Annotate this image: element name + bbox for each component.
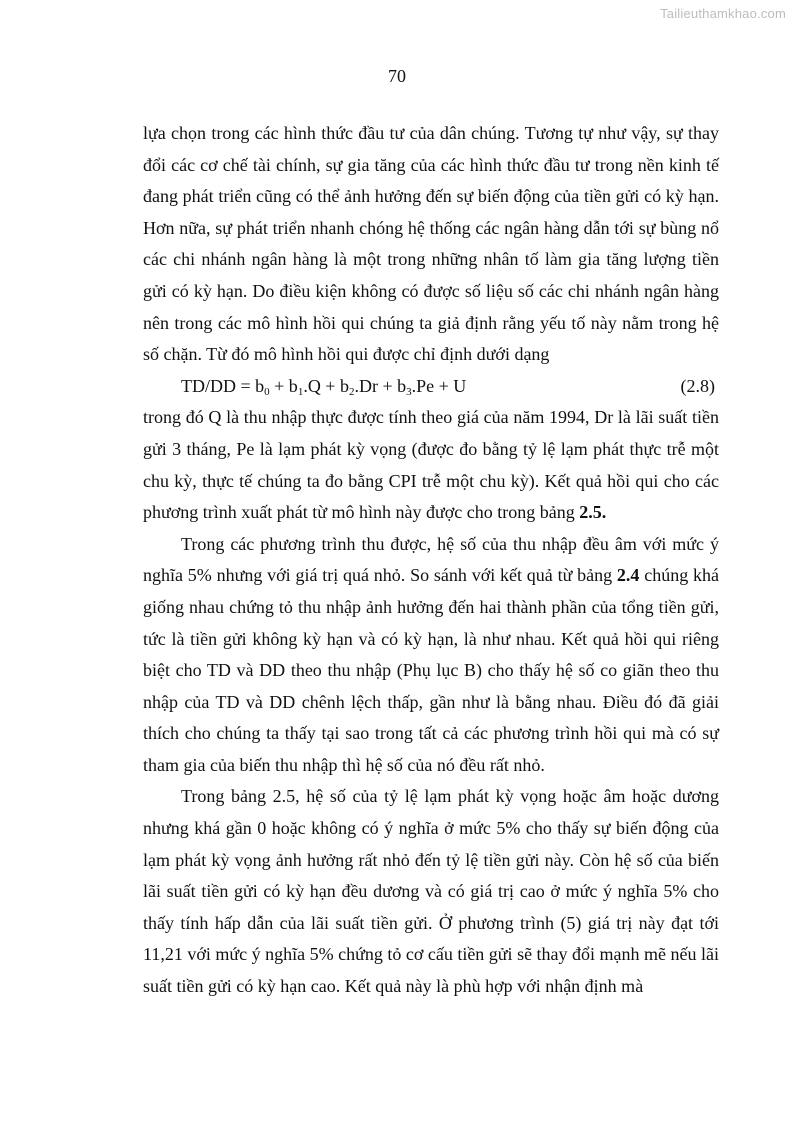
page-number: 70 bbox=[388, 66, 406, 86]
paragraph-3: Trong các phương trình thu được, hệ số của thu nhập đều âm với mức ý nghĩa 5% nhưng với giá trị quá nhỏ. So sánh với kết quả từ bảng 2.4 chúng khá giống nhau chứng tỏ thu nhập ảnh hưởng đến hai thành phần của tổng tiền gửi, tức là tiền gửi không kỳ hạn và có kỳ hạn, là như nhau. Kết quả hồi qui riêng biệt cho TD và DD theo thu nhập (Phụ lục B) cho thấy hệ số co giãn theo thu nhập của TD và DD chênh lệch thấp, gần như là bằng nhau. Điều đó đã giải thích cho chúng ta thấy tại sao trong tất cả các phương trình hồi qui mà có sự tham gia của biến thu nhập thì hệ số của nó đều rất nhỏ. bbox=[143, 533, 719, 775]
table-reference: 2.4 bbox=[616, 565, 640, 586]
equation-number: (2.8) bbox=[680, 375, 715, 396]
table-reference: 2.5. bbox=[579, 502, 607, 523]
paragraph-1: lựa chọn trong các hình thức đầu tư của dân chúng. Tương tự như vậy, sự thay đổi các cơ chế tài chính, sự gia tăng của các hình thức đầu tư trong nền kinh tế đang phát triển cũng có thể ảnh hưởng đến sự biến động của tiền gửi có kỳ hạn. Hơn nữa, sự phát triển nhanh chóng hệ thống các ngân hàng dẫn tới sự bùng nổ các chi nhánh ngân hàng là một trong những nhân tố làm gia tăng lượng tiền gửi có kỳ hạn. Do điều kiện không có được số liệu số các chi nhánh ngân hàng nên trong các mô hình hồi qui chúng ta giả định rằng yếu tố này nằm trong hệ số chặn. Từ đó mô hình hồi qui được chỉ định dưới dạng bbox=[143, 123, 719, 365]
watermark: Tailieuthamkhao.com bbox=[660, 6, 786, 21]
regression-formula: $TD/DD = b_0 + b_1.Q + b_2.Dr + b_3.Pe + U$ bbox=[181, 375, 467, 398]
paragraph-2: trong đó Q là thu nhập thực được tính theo giá của năm 1994, Dr là lãi suất tiền gửi 3 tháng, Pe là lạm phát kỳ vọng (được đo bằng tỷ lệ lạm phát thực trễ một chu kỳ, thực tế chúng ta đo bằng CPI trễ một chu kỳ). Kết quả hồi qui cho các phương trình xuất phát từ mô hình này được cho trong bảng 2.5. bbox=[143, 407, 719, 523]
paragraph-4: Trong bảng 2.5, hệ số của tỷ lệ lạm phát kỳ vọng hoặc âm hoặc dương nhưng khá gần 0 hoặc không có ý nghĩa ở mức 5% cho thấy sự biến động của lạm phát kỳ vọng ảnh hưởng rất nhỏ đến tỷ lệ tiền gửi này. Còn hệ số của biến lãi suất tiền gửi có kỳ hạn đều dương và có giá trị cao ở mức ý nghĩa 5% cho thấy tính hấp dẫn của lãi suất tiền gửi. Ở phương trình (5) giá trị này đạt tới 11,21 với mức ý nghĩa 5% chứng tỏ cơ cấu tiền gửi sẽ thay đổi mạnh mẽ nếu lãi suất tiền gửi có kỳ hạn cao. Kết quả này là phù hợp với nhận định mà bbox=[143, 786, 720, 997]
document-body bbox=[143, 118, 719, 1003]
formula-line bbox=[143, 371, 719, 403]
